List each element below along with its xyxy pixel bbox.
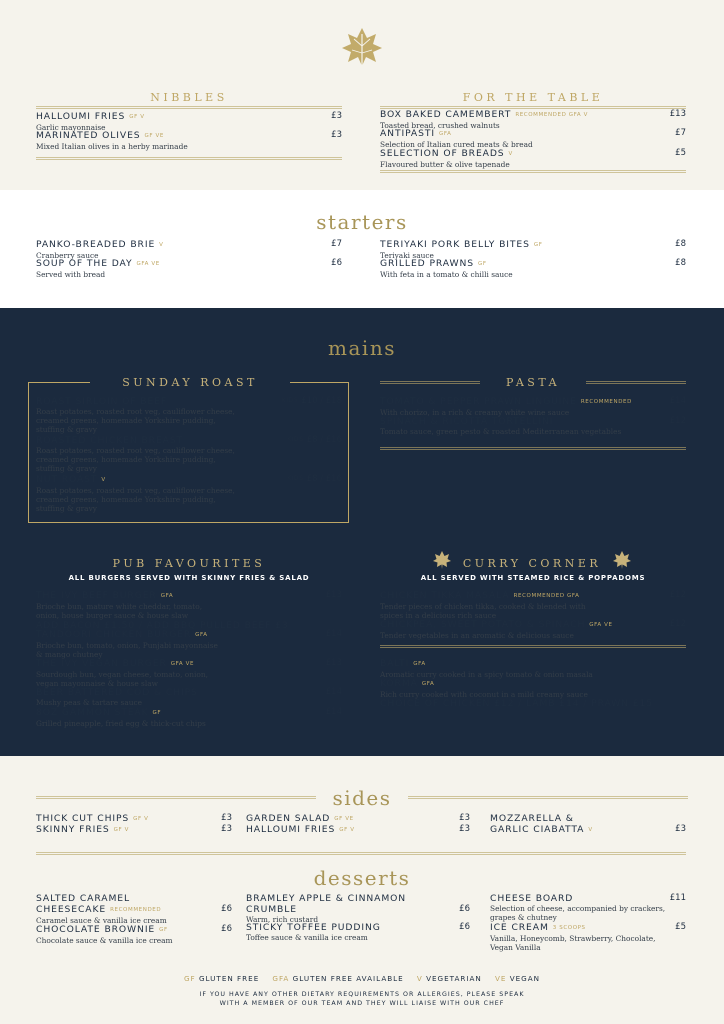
item-name: THE IVY BEEF BURGER [36,590,157,601]
item-price: £11 [669,893,686,903]
item-name: CHICKPEA, SWEET POTATO & SPINACH [380,619,586,630]
menu-item [36,629,342,659]
item-tag: GF V [113,827,130,833]
item-name-line2: CHEESECAKE [36,904,107,915]
menu-item [36,258,342,279]
kids-label: KIDS [287,436,304,443]
item-name: THICK CUT CHIPS [36,813,130,824]
price-value: £8 / £16 [306,474,342,484]
item-price: £5 [675,922,686,932]
item-tag: V [159,242,164,248]
item-desc: Roast potatoes, roasted root veg, cauliflower cheese, [36,486,235,495]
item-desc: & mango chutney [36,650,103,660]
menu-item [36,924,232,945]
item-desc: With chorizo, in a rich & creamy white wine sauce [380,408,570,417]
item-desc: Toffee sauce & vanilla ice cream [246,933,368,942]
item-name: SALTED CARAMEL [36,893,130,904]
item-tag: RECOMMENDED [110,907,162,913]
item-price: £8 [675,258,686,268]
item-price: £12 [669,416,686,426]
divider [586,381,686,384]
sides-title: sides [332,786,392,810]
item-tag: GFA VE [170,661,195,667]
item-tag: RECOMMENDED GFA [513,593,580,599]
item-name: CHEESE BOARD [490,893,574,904]
curry-corner-subtitle: ALL SERVED WITH STEAMED RICE & POPPADOMS [420,574,646,582]
item-name: CHICKEN TIKKA MASALA [380,590,510,601]
item-tag: GF V [133,816,149,822]
item-name: GARDEN SALAD [246,813,331,824]
item-desc: Flavoured butter & olive tapenade [380,160,510,169]
item-desc: Teriyaki sauce [380,251,434,260]
divider [380,447,686,450]
item-desc: Cranberry sauce [36,251,99,260]
item-name: TOMATO & PEPPER PRAWN LINGUINE [380,396,577,407]
item-price: £14 [669,396,686,406]
divider [380,170,686,173]
item-name: ANTIPASTI [380,128,435,139]
item-price [287,474,342,484]
item-desc: Served with bread [36,270,106,279]
item-tag: V [588,827,593,833]
item-price: £3 [459,824,470,834]
item-desc: stuffing & gravy [36,504,97,514]
item-price: £7 [675,128,686,138]
divider [36,106,342,109]
item-tag: GFA VE [136,261,160,267]
item-name-line2: GARLIC CIABATTA [490,824,585,835]
item-name: HALLOUMI FRIES [36,111,126,122]
menu-item [380,128,686,149]
item-tag: GF VE [334,816,354,822]
legend-label: GLUTEN FREE AVAILABLE [292,974,404,983]
item-tag: GFA [421,681,435,687]
item-price: £14 [325,687,342,697]
item-name: BRAMLEY APPLE & CINNAMON [246,893,407,904]
kids-label: KIDS [287,475,304,482]
item-price: £13 [669,109,686,119]
nibbles-title: NIBBLES [150,91,228,104]
item-name: SELECTION OF BREADS [380,148,505,159]
menu-item [36,435,342,474]
item-desc: Selection of Italian cured meats & bread [380,140,533,149]
item-desc: Mixed Italian olives in a herby marinade [36,142,188,151]
item-price: £6 [459,904,470,914]
menu-item [380,678,686,699]
for-the-table-title: FOR THE TABLE [462,91,604,104]
leaf-icon [612,550,632,570]
price-value: £10 / £18 [301,396,342,406]
item-desc: spices in a delicious rich sauce [380,611,497,621]
item-desc: creamed greens, homemade Yorkshire pudding, [36,416,216,426]
legend-label: GLUTEN FREE [198,974,260,983]
item-name: TANDOORI CHICKEN BURGER [36,629,192,640]
item-price: £3 [331,130,342,140]
item-name: SOUP OF THE DAY [36,258,133,269]
menu-item [36,687,342,707]
item-name: SPINACH & RICOTTA TORTELLINI [380,416,554,427]
kids-label: KIDS [281,397,299,404]
menu-item [246,824,470,836]
item-desc: creamed greens, homemade Yorkshire pudding, [36,455,216,465]
item-desc: vegan mayonnaise & house slaw [36,679,158,689]
dietary-legend [0,974,724,983]
item-name: ROASTED CHICKEN BREAST [36,435,184,446]
menu-item [36,396,342,435]
item-name: THE IVY VEGAN BURGER [36,658,167,669]
item-desc: Garlic mayonnaise [36,123,106,132]
menu-item [380,658,686,679]
item-tag: V [101,477,106,483]
item-name: BOX BAKED CAMEMBERT [380,109,512,120]
menu-item [380,590,686,620]
item-desc: Tender vegetables in an aromatic & delicious sauce [380,631,574,640]
item-name: SKINNY FRIES [36,824,110,835]
item-name: MARINATED OLIVES [36,130,141,141]
menu-item [380,396,686,417]
item-desc: Tomato sauce, green pesto & roasted Mediterranean vegetables [380,427,622,436]
item-price: £6 [221,924,232,934]
legend-label: VEGAN [509,974,541,983]
item-desc: Rich curry cooked with coconut in a mild creamy sauce [380,690,588,699]
item-tag: GF V [129,114,145,120]
item-price: £3 [675,824,686,834]
item-tag: GFA [160,593,174,599]
item-price: £3 [221,813,232,823]
item-desc: Warm, rich custard [246,915,319,924]
item-tag: GF [159,927,168,933]
menu-item [246,893,470,924]
menu-item [490,922,686,952]
item-price: £3 [331,111,342,121]
item-desc: With feta in a tomato & chilli sauce [380,270,513,279]
legend-label: VEGETARIAN [426,974,482,983]
legend-code: V [416,974,423,983]
item-desc: stuffing & gravy [36,425,97,435]
item-name: MOZZARELLA & [490,813,574,824]
item-name: BEER BATTERED COD & CHIPS [36,687,198,698]
addon-text: ADD BACON £1.50 / ADD BBQ PULLED BEEF £3 [36,620,289,632]
item-name: ROAST SIRLOIN OF BEEF [36,396,168,407]
allergy-note [0,990,724,1008]
item-tag: GF [533,242,543,248]
item-desc: Roast potatoes, roasted root veg, cauliflower cheese, [36,446,235,455]
menu-item [36,707,342,728]
item-price: £6 [459,922,470,932]
item-tag: GF [477,261,487,267]
starters-title: starters [316,210,408,234]
item-price: £13 [325,590,342,600]
divider [380,645,686,648]
item-tag: GF VE [144,133,164,139]
item-tag: GFA [438,131,452,137]
item-desc: grapes & chutney [490,913,557,923]
pub-favourites-subtitle: ALL BURGERS SERVED WITH SKINNY FRIES & SALAD [68,574,310,582]
menu-item [36,130,342,151]
desserts-title: desserts [313,866,411,890]
menu-item [380,148,686,169]
item-tag: 3 SCOOPS [552,925,586,931]
item-name: NUT ROAST [36,474,98,485]
menu-item [36,590,342,631]
curry-corner-title: CURRY CORNER [462,557,602,570]
sunday-roast-title: SUNDAY ROAST [90,376,290,389]
item-tag: GFA [413,661,426,667]
item-tag: RECOMMENDED [580,399,632,405]
pub-favourites-title: PUB FAVOURITES [112,557,266,570]
item-price: £6 [331,258,342,268]
divider [380,381,480,384]
menu-item [380,619,686,640]
item-name: BALTI [380,658,410,669]
price-value: £8 / £16 [306,435,342,445]
menu-item [36,824,232,836]
item-desc: Aromatic curry cooked in a spicy tomato & onion masala [380,670,593,679]
item-desc: Toasted bread, crushed walnuts [380,121,500,130]
mains-title: mains [328,336,396,360]
legend-code: GF [183,974,196,983]
item-desc: Vanilla, Honeycomb, Strawberry, Chocolate, [490,934,656,943]
legend-code: GFA [272,974,290,983]
item-name: 8OZ GAMMON STEAK [36,707,149,718]
item-price [282,396,342,406]
item-price: £13 [325,658,342,668]
menu-item [380,416,686,436]
item-price: £14 [325,707,342,717]
menu-item [246,922,470,942]
menu-item [490,813,686,836]
item-desc: Brioche bun, mature white cheddar, tomato, [36,602,203,611]
divider [36,796,316,799]
item-price: £6 [221,904,232,914]
legend-code: VE [494,974,507,983]
item-tag: V [508,151,513,157]
menu-item [36,474,342,514]
ivy-leaf-icon [340,26,384,72]
item-price: £3 [221,824,232,834]
menu-item [380,258,686,279]
item-desc: Roast potatoes, roasted root veg, cauliflower cheese, [36,407,235,416]
item-desc: stuffing & gravy [36,464,97,474]
item-desc: Mushy peas & tartare sauce [36,698,142,707]
curry-choice-text: CHOICE OF CHICKEN £12 / LAMB £14 / PRAWN £15 [380,698,653,709]
item-name: KORMA [380,678,418,689]
item-name-line2: CRUMBLE [246,904,297,915]
item-price: £12 [669,619,686,629]
item-tag: GF V [339,827,355,833]
item-name: TERIYAKI PORK BELLY BITES [380,239,530,250]
allergy-note-line: WITH A MEMBER OF OUR TEAM AND THEY WILL LIAISE WITH OUR CHEF [219,1000,505,1007]
menu-item [36,658,342,688]
divider [36,852,686,855]
item-price: £8 [675,239,686,249]
item-price: £3 [459,813,470,823]
item-desc: Vegan Vanilla [490,943,541,953]
divider [36,157,342,160]
item-name: GRILLED PRAWNS [380,258,474,269]
item-price [287,435,342,445]
item-tag: GFA VE [589,622,613,628]
item-desc: Tender pieces of chicken tikka, cooked & blended with [380,602,586,611]
menu-item [36,893,232,925]
divider [408,796,688,799]
item-price: £12 [669,590,686,600]
item-desc: onion, house burger sauce & house slaw [36,611,189,621]
item-price: £7 [331,239,342,249]
item-name: PANKO-BREADED BRIE [36,239,156,250]
item-desc: Brioche bun, tomato, onion, Punjabi mayonnaise [36,641,218,650]
item-desc: Caramel sauce & vanilla ice cream [36,916,167,925]
menu-item [490,893,686,922]
leaf-icon [432,550,452,570]
item-tag: GFA [195,632,208,638]
item-desc: Selection of cheese, accompanied by crackers, [490,904,666,913]
item-tag: RECOMMENDED GFA V [515,112,588,118]
allergy-note-line: IF YOU HAVE ANY OTHER DIETARY REQUIREMENTS OR ALLERGIES, PLEASE SPEAK [199,991,525,998]
item-desc: creamed greens, homemade Yorkshire pudding, [36,495,216,505]
item-name: ICE CREAM [490,922,549,933]
item-desc: Chocolate sauce & vanilla ice cream [36,936,173,945]
pasta-title: PASTA [505,376,561,389]
item-price: £14 [325,629,342,639]
item-name: CHOCOLATE BROWNIE [36,924,156,935]
item-tag: GF [152,710,162,716]
item-name: STICKY TOFFEE PUDDING [246,922,381,933]
item-price: £5 [675,148,686,158]
item-desc: Sourdough bun, vegan cheese, tomato, onion, [36,670,208,679]
item-desc: Grilled pineapple, fried egg & thick-cut chips [36,719,206,728]
item-name: HALLOUMI FRIES [246,824,336,835]
